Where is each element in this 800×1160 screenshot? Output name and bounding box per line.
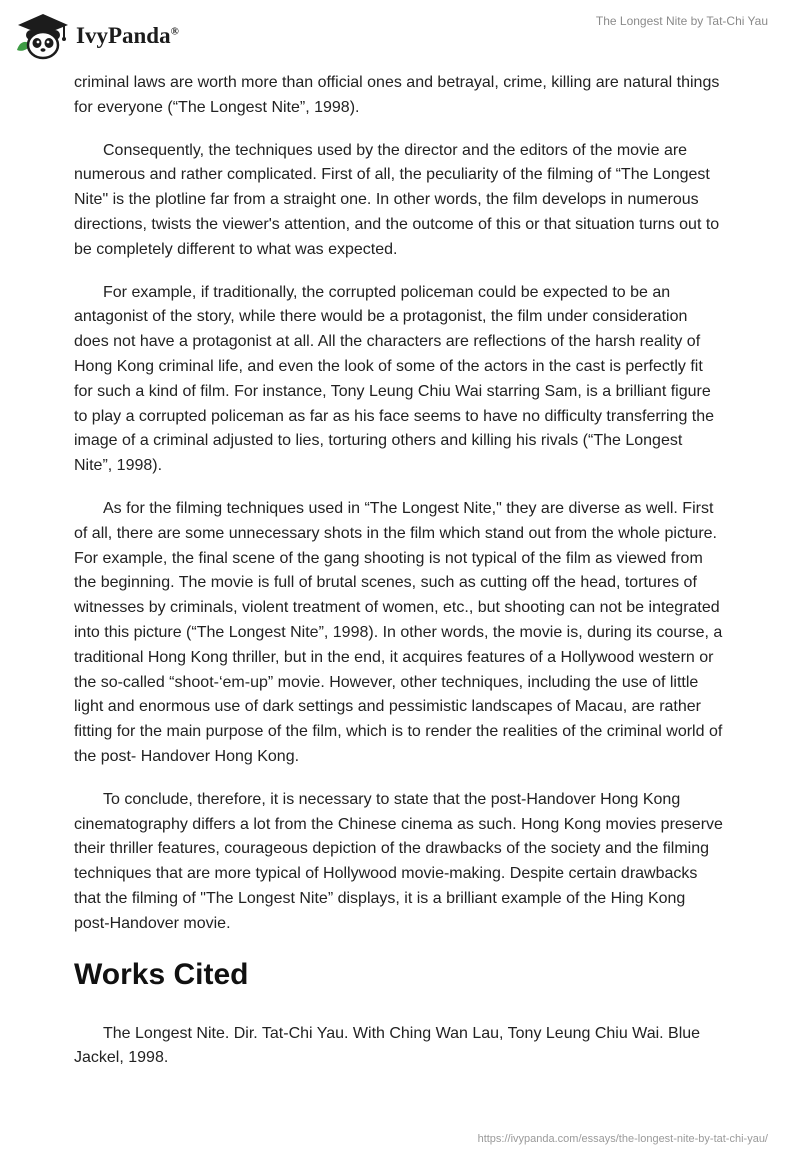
panda-graduation-cap-icon xyxy=(14,10,72,60)
essay-paragraph: As for the filming techniques used in “The Longest Nite," they are diverse as well. First of all, there are some unnecessary shots in the film which stand out from the whole picture. For example, the final scene of the gang shooting is not typical of the film as viewed from the beginning. The movie is full of brutal scenes, such as cutting off the head, tortures of witnesses by criminals, violent treatment of women, etc., but shooting can not be integrated into this picture (“The Longest Nite”, 1998). In other words, the movie is, during its course, a traditional Hong Kong thriller, but in the end, it acquires features of a Hollywood western or the so-called “shoot-‘em-up” movie. However, other techniques, including the use of little light and enormous use of dark settings and pessimistic landscapes of Macau, are rather fitting for the main purpose of the film, which is to render the realities of the criminal world of the post- Handover Hong Kong. xyxy=(74,499,723,765)
brand-name: IvyPanda xyxy=(76,23,171,48)
ivypanda-logo[interactable] xyxy=(14,10,179,60)
registered-mark: ® xyxy=(170,25,179,38)
works-cited-heading: Works Cited xyxy=(74,957,249,991)
essay-paragraph: For example, if traditionally, the corrupted policeman could be expected to be an antagonist of the story, while there would be a protagonist, the film under consideration does not have a protagonist at all. All the characters are reflections of the harsh reality of Hong Kong criminal life, and even the look of some of the actors in the cast is perfectly fit for such a kind of film. For instance, Tony Leung Chiu Wai starring Sam, is a brilliant figure to play a corrupted policeman as far as his face seems to have no difficulty transferring the image of a criminal adjusted to lies, torturing others and killing his rivals (“The Longest Nite”, 1998). xyxy=(74,283,715,475)
essay-paragraph: To conclude, therefore, it is necessary to state that the post-Handover Hong Kong cinematography differs a lot from the Chinese cinema as such. Hong Kong movies preserve their thriller features, courageous depiction of the drawbacks of the society and the filming techniques that are more typical of Hollywood movie-making. Despite certain drawbacks that the filming of "The Longest Nite” displays, it is a brilliant example of the Hing Kong post-Handover movie. xyxy=(74,790,723,932)
essay-paragraph: criminal laws are worth more than official ones and betrayal, crime, killing are natural things for everyone (“The Longest Nite”, 1998). xyxy=(74,74,720,116)
header-essay-title: The Longest Nite by Tat-Chi Yau xyxy=(595,14,768,28)
logo-text xyxy=(76,23,179,49)
works-cited-entry: The Longest Nite. Dir. Tat-Chi Yau. With Ching Wan Lau, Tony Leung Chiu Wai. Blue Jackel, 1998. xyxy=(74,1024,701,1067)
footer-source-url[interactable]: https://ivypanda.com/essays/the-longest-nite-by-tat-chi-yau/ xyxy=(477,1133,768,1145)
essay-paragraph: Consequently, the techniques used by the director and the editors of the movie are numerous and rather complicated. First of all, the peculiarity of the filming of “The Longest Nite" is the plotline far from a straight one. In other words, the film develops in numerous directions, twists the viewer's attention, and the outcome of this or that situation turns out to be completely different to what was expected. xyxy=(74,141,720,258)
essay-content xyxy=(74,71,724,1089)
page-header xyxy=(0,0,800,70)
